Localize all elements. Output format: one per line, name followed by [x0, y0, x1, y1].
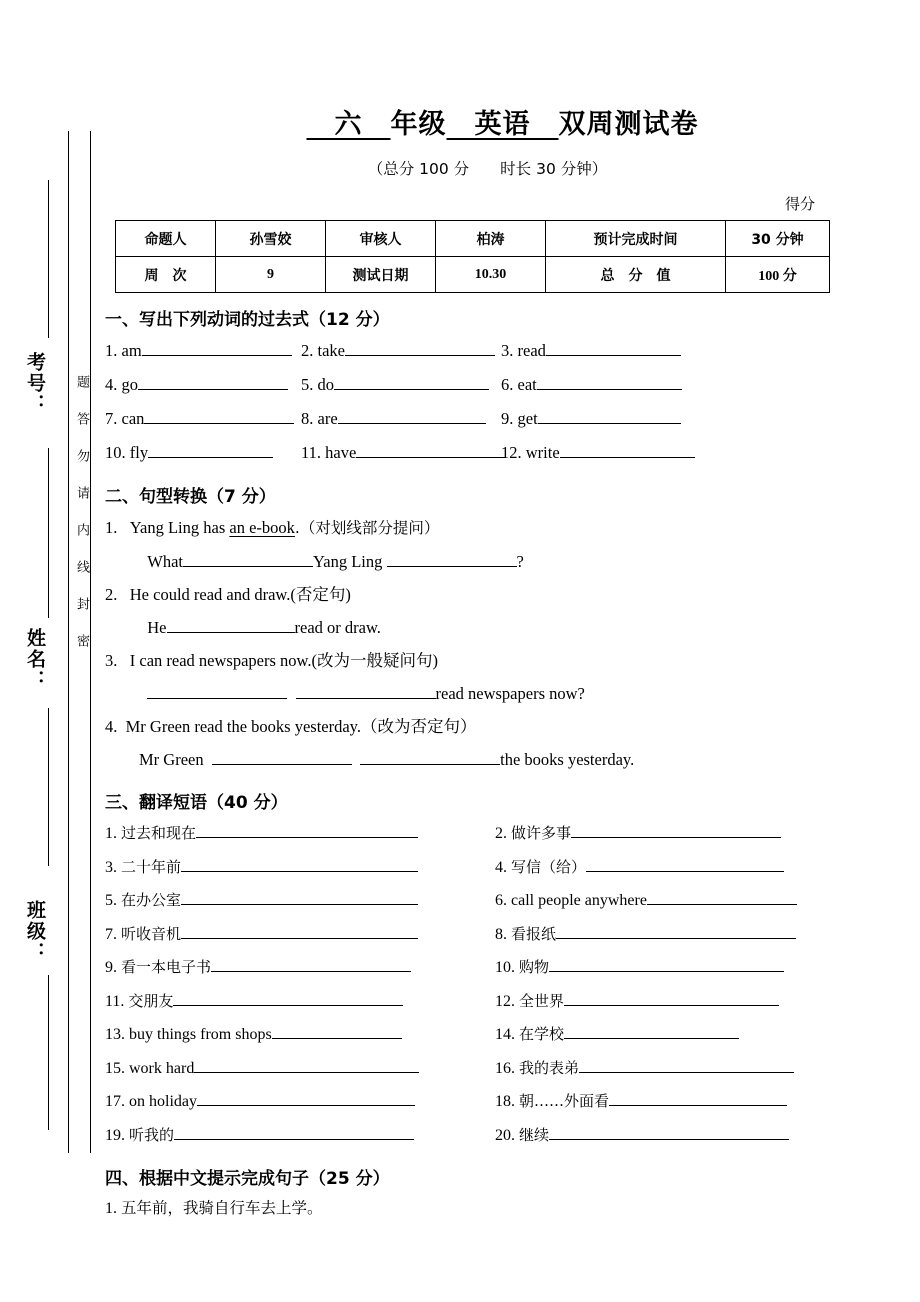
table-cell: 9	[216, 257, 326, 293]
seal-line-inner	[68, 131, 69, 1153]
table-cell: 测试日期	[326, 257, 436, 293]
verb-item-word: eat	[513, 375, 537, 394]
student-name-label: 姓名：	[24, 628, 46, 691]
phrase-item-number: 15.	[105, 1059, 129, 1077]
verb-item-word: are	[313, 409, 338, 428]
phrase-item	[495, 851, 920, 885]
table-row	[116, 221, 830, 257]
section-3-heading: 三、翻译短语（40 分）	[105, 793, 288, 813]
verb-item-number: 6.	[501, 375, 514, 394]
write-blank-line-3	[48, 708, 49, 866]
write-blank-line-2	[48, 448, 49, 618]
phrase-answer-blank[interactable]	[174, 1123, 414, 1140]
s2-q3-ans-tail: read newspapers now?	[435, 684, 585, 703]
phrase-item-text: 购物	[519, 958, 550, 976]
phrase-item-text: 听我的	[129, 1125, 175, 1144]
phrase-item	[105, 1119, 495, 1153]
phrase-item-number: 3.	[105, 858, 121, 876]
phrase-item	[495, 1052, 920, 1086]
phrase-answer-blank[interactable]	[181, 922, 418, 939]
phrase-item-number: 8.	[495, 925, 511, 943]
s2-q1-answer	[105, 545, 920, 578]
s2-q1-stem-b: .（对划线部分提问）	[294, 519, 440, 537]
phrase-item-number: 20.	[495, 1126, 519, 1144]
verb-item-number: 10.	[105, 443, 126, 462]
verb-answer-blank[interactable]	[334, 373, 489, 390]
phrase-answer-blank[interactable]	[181, 888, 418, 905]
write-blank-line-4	[48, 975, 49, 1130]
s2-q2-number: 2.	[105, 585, 118, 604]
table-cell: 10.30	[436, 257, 546, 293]
table-cell: 柏涛	[436, 221, 546, 257]
table-cell: 审核人	[326, 221, 436, 257]
phrase-item-number: 16.	[495, 1059, 519, 1077]
s2-q4-ans-tail: the books yesterday.	[500, 750, 635, 769]
phrase-answer-blank[interactable]	[609, 1089, 787, 1106]
phrase-item-number: 18.	[495, 1093, 519, 1110]
phrase-item-number: 17.	[105, 1093, 129, 1110]
phrase-item-number: 12.	[495, 992, 519, 1010]
verb-answer-blank[interactable]	[345, 339, 495, 356]
verb-item-number: 5.	[301, 375, 314, 394]
verb-answer-blank[interactable]	[537, 373, 682, 390]
s2-q1-number: 1.	[105, 518, 118, 537]
phrase-answer-blank[interactable]	[564, 1022, 739, 1039]
phrase-item	[495, 951, 920, 985]
verb-item	[501, 402, 920, 436]
phrase-item	[495, 985, 920, 1019]
phrase-item-number: 9.	[105, 959, 121, 976]
verb-item	[105, 334, 301, 368]
verb-item-number: 2.	[301, 341, 314, 360]
s2-q3-stem-text: I can read newspapers now.(改为一般疑问句)	[129, 651, 438, 670]
phrase-answer-blank[interactable]	[571, 821, 781, 838]
phrase-answer-blank[interactable]	[586, 855, 784, 872]
verb-item-number: 3.	[501, 341, 514, 360]
s2-q3-number: 3.	[105, 651, 118, 670]
s2-q4-ans-a: Mr Green	[139, 750, 204, 769]
subtitle-total-and-duration: （总分 100 分 时长 30 分钟）	[367, 160, 608, 178]
phrase-item-text: 看一本电子书	[121, 958, 212, 976]
phrase-item-number: 10.	[495, 959, 519, 976]
verb-item	[301, 334, 501, 368]
verb-past-tense-grid	[105, 334, 920, 470]
phrase-answer-blank[interactable]	[173, 989, 403, 1006]
verb-item-word: am	[117, 341, 142, 360]
s2-q4-blank-1[interactable]	[212, 748, 352, 765]
s2-q2-blank-1[interactable]	[167, 616, 295, 633]
phrase-item-number: 4.	[495, 858, 511, 876]
s2-q1-blank-2[interactable]	[387, 550, 517, 567]
page-title	[105, 102, 920, 141]
phrase-answer-blank[interactable]	[194, 1056, 419, 1073]
phrase-answer-blank[interactable]	[549, 1123, 789, 1140]
score-box-label: 得分	[784, 195, 815, 213]
verb-answer-blank[interactable]	[546, 339, 681, 356]
s2-q3-blank-1[interactable]	[147, 682, 287, 699]
phrase-item	[105, 1052, 495, 1086]
verb-item-word: read	[513, 341, 546, 360]
table-cell: 100 分	[726, 257, 830, 293]
phrase-item-text: 过去和现在	[121, 824, 197, 842]
phrase-item-number: 5.	[105, 892, 121, 909]
s2-q3-stem	[105, 644, 920, 677]
verb-item	[301, 368, 501, 402]
verb-answer-blank[interactable]	[356, 441, 506, 458]
phrase-answer-blank[interactable]	[196, 821, 418, 838]
verb-answer-blank[interactable]	[142, 339, 292, 356]
verb-item-number: 7.	[105, 409, 118, 428]
complete-sentences-list	[105, 1193, 920, 1224]
verb-item	[501, 334, 920, 368]
verb-item-number: 8.	[301, 409, 314, 428]
verb-item-number: 11.	[301, 443, 322, 462]
phrase-item-text: 在学校	[519, 1025, 565, 1043]
verb-item-word: write	[521, 443, 560, 462]
phrase-item-text: on holiday	[129, 1093, 197, 1110]
table-cell: 命题人	[116, 221, 216, 257]
s2-q1-ans-mid: Yang Ling	[312, 552, 383, 571]
verb-item-number: 4.	[105, 375, 118, 394]
verb-item	[501, 436, 920, 470]
title-grade: 六	[334, 109, 363, 140]
phrase-answer-blank[interactable]	[181, 855, 418, 872]
paper-info-table	[115, 220, 830, 293]
s2-q4-blank-2[interactable]	[360, 748, 500, 765]
phrase-item-text: 继续	[519, 1125, 550, 1144]
s2-q1-stem	[105, 511, 920, 545]
verb-item-word: take	[313, 341, 345, 360]
verb-item	[501, 368, 920, 402]
phrase-item	[105, 817, 495, 851]
sentence-item-text: 五年前，我骑自行车去上学。	[121, 1199, 323, 1217]
verb-answer-blank[interactable]	[144, 407, 294, 424]
table-cell: 周 次	[116, 257, 216, 293]
section-1-heading: 一、写出下列动词的过去式（12 分）	[105, 310, 390, 330]
phrase-item	[105, 1085, 495, 1119]
phrase-item-text: buy things from shops	[129, 1026, 272, 1043]
table-cell: 预计完成时间	[546, 221, 726, 257]
phrase-answer-blank[interactable]	[211, 955, 411, 972]
table-cell: 孙雪姣	[216, 221, 326, 257]
phrase-item-text: 看报纸	[511, 924, 557, 943]
phrase-item	[105, 918, 495, 952]
s2-q1-underlined-part: an e-book	[229, 518, 295, 537]
phrase-item	[495, 918, 920, 952]
section-2-heading: 二、句型转换（7 分）	[105, 487, 276, 507]
verb-item	[301, 436, 501, 470]
phrase-item	[105, 851, 495, 885]
s2-q4-stem	[105, 710, 920, 743]
phrase-answer-blank[interactable]	[579, 1056, 794, 1073]
phrase-item	[495, 1085, 920, 1119]
translate-phrases-grid	[105, 817, 920, 1152]
sentence-item	[105, 1193, 920, 1224]
phrase-answer-blank[interactable]	[272, 1022, 402, 1039]
phrase-item-text: 交朋友	[128, 991, 174, 1010]
verb-item-word: have	[321, 443, 357, 462]
s2-q2-ans-a: He	[147, 618, 167, 637]
verb-item	[301, 402, 501, 436]
phrase-item-text: 朝……外面看	[519, 1092, 610, 1110]
phrase-answer-blank[interactable]	[564, 989, 779, 1006]
phrase-item-number: 2.	[495, 825, 511, 842]
phrase-item	[495, 884, 920, 918]
class-label: 班级：	[24, 900, 46, 963]
table-cell: 30 分钟	[726, 221, 830, 257]
s2-q4-stem-text: Mr Green read the books yesterday.（改为否定句）	[125, 717, 477, 736]
s2-q4-number: 4.	[105, 717, 118, 736]
phrase-item	[105, 884, 495, 918]
verb-item-number: 1.	[105, 341, 118, 360]
section-4-heading: 四、根据中文提示完成句子（25 分）	[105, 1169, 390, 1189]
exam-number-label: 考号：	[24, 352, 46, 415]
phrase-item-text: 全世界	[519, 991, 565, 1010]
s2-q1-ans-tail: ?	[516, 552, 524, 571]
title-tail: 双周测试卷	[558, 109, 699, 140]
phrase-item-text: 在办公室	[121, 891, 182, 909]
verb-answer-blank[interactable]	[560, 441, 695, 458]
sealed-line-margin	[0, 0, 105, 1302]
phrase-item-number: 7.	[105, 925, 121, 943]
phrase-item-number: 11.	[105, 992, 129, 1010]
s2-q1-ans-a: What	[147, 552, 183, 571]
s2-q3-blank-2[interactable]	[296, 682, 436, 699]
verb-item-word: do	[313, 375, 334, 394]
phrase-item-text: work hard	[129, 1059, 195, 1077]
seal-line-text: 题答勿请内线封密	[74, 375, 89, 671]
verb-item-word: go	[117, 375, 138, 394]
phrase-item-text: call people anywhere	[511, 892, 647, 909]
s2-q2-stem-text: He could read and draw.(否定句)	[129, 585, 351, 604]
phrase-item	[495, 1018, 920, 1052]
phrase-item-text: 我的表弟	[519, 1058, 580, 1077]
s2-q2-answer	[105, 611, 920, 644]
s2-q2-ans-b: read or draw.	[294, 618, 381, 637]
s2-q2-stem	[105, 578, 920, 611]
s2-q4-answer	[105, 743, 920, 776]
phrase-answer-blank[interactable]	[647, 888, 797, 905]
table-row	[116, 257, 830, 293]
verb-item	[105, 436, 301, 470]
verb-answer-blank[interactable]	[138, 373, 288, 390]
phrase-item	[495, 817, 920, 851]
phrase-item-number: 13.	[105, 1026, 129, 1043]
phrase-item	[105, 951, 495, 985]
s2-q3-answer	[105, 677, 920, 710]
verb-answer-blank[interactable]	[538, 407, 681, 424]
sentence-item-number: 1.	[105, 1200, 121, 1217]
phrase-item-number: 6.	[495, 892, 511, 909]
phrase-item	[105, 1018, 495, 1052]
verb-item-word: get	[513, 409, 538, 428]
phrase-answer-blank[interactable]	[556, 922, 796, 939]
title-grade-word: 年级	[390, 109, 447, 140]
verb-answer-blank[interactable]	[148, 441, 273, 458]
phrase-item-number: 14.	[495, 1026, 519, 1043]
phrase-item	[105, 985, 495, 1019]
phrase-item-number: 1.	[105, 825, 121, 842]
phrase-item-text: 做许多事	[511, 824, 572, 842]
verb-item-number: 9.	[501, 409, 514, 428]
phrase-item-number: 19.	[105, 1126, 129, 1144]
phrase-item-text: 写信（给）	[511, 857, 587, 876]
table-cell: 总 分 值	[546, 257, 726, 293]
verb-item	[105, 368, 301, 402]
s2-q1-stem-a: Yang Ling has	[129, 518, 230, 537]
verb-item-word: fly	[125, 443, 149, 462]
s2-q1-blank-1[interactable]	[183, 550, 313, 567]
phrase-answer-blank[interactable]	[197, 1089, 415, 1106]
verb-item	[105, 402, 301, 436]
phrase-item	[495, 1119, 920, 1153]
title-subject: 英语	[474, 109, 531, 140]
verb-answer-blank[interactable]	[338, 407, 486, 424]
verb-item-word: can	[117, 409, 145, 428]
phrase-item-text: 听收音机	[121, 924, 182, 943]
phrase-answer-blank[interactable]	[549, 955, 784, 972]
phrase-item-text: 二十年前	[121, 857, 182, 876]
verb-item-number: 12.	[501, 443, 522, 462]
write-blank-line-1	[48, 180, 49, 338]
paper-content	[105, 0, 920, 1224]
